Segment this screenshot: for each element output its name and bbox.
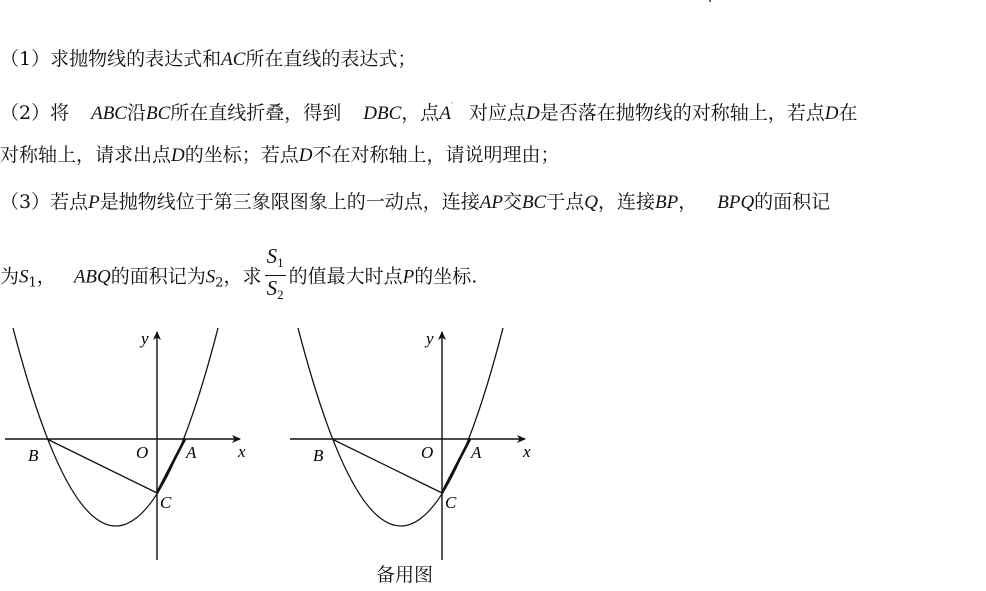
segment-ac	[157, 439, 185, 493]
q1-text-a: （1）求抛物线的表达式和	[0, 48, 222, 70]
q3-bpq: BPQ	[717, 192, 755, 213]
parabola-figure-right	[285, 322, 545, 562]
label-y: y	[426, 329, 434, 348]
q3-text-f: ，	[678, 191, 698, 213]
question-1	[0, 46, 416, 73]
q2-text-e: 对应点	[468, 102, 526, 124]
q3-l2-text-b: ，	[36, 265, 56, 288]
q2-point-d-4: D	[298, 145, 313, 166]
q3-s2-subscript: 2	[215, 275, 224, 291]
q3-l2-text-e: 的值最大时点	[288, 265, 403, 288]
s1-over-s2-fraction	[265, 244, 286, 307]
label-b: B	[313, 446, 324, 465]
q2-text-g: 在	[838, 102, 858, 124]
label-b: B	[28, 446, 39, 465]
q3-text-a: （3）若点	[0, 191, 89, 213]
q3-point-p: P	[88, 192, 100, 213]
label-o: O	[421, 443, 434, 462]
q3-abq: ABQ	[73, 266, 111, 288]
q3-text-d: 于点	[546, 191, 585, 213]
q3-bp: BP	[655, 192, 679, 213]
label-x: x	[523, 442, 531, 461]
label-c: C	[160, 493, 172, 512]
label-a: A	[186, 443, 197, 462]
q2-l2-text-c: 不在对称轴上，请说明理由；	[312, 144, 560, 166]
fraction-numerator: S	[266, 244, 278, 268]
figure-caption: 备用图	[376, 564, 434, 586]
q2-text-f: 是否落在抛物线的对称轴上，若点	[539, 102, 825, 124]
q3-text-g: 的面积记	[754, 191, 831, 213]
q3-ap: AP	[479, 192, 503, 213]
q2-l2-text-b: 的坐标；若点	[184, 144, 299, 166]
q1-text-b: 所在直线的表达式；	[245, 48, 417, 70]
q3-l2-text-c: 的面积记为	[110, 265, 206, 288]
parabola-figure-left	[0, 322, 260, 562]
q3-l2-text-d: ，求	[223, 265, 262, 288]
q2-point-a: A	[439, 103, 451, 124]
question-2-line-1	[0, 94, 857, 127]
label-o: O	[136, 443, 149, 462]
fraction-denominator-subscript: 2	[277, 287, 284, 302]
parabola-curve	[298, 328, 503, 526]
q2-point-d-3: D	[171, 145, 185, 166]
question-2-line-2	[0, 142, 560, 169]
q2-point-d-2: D	[824, 103, 839, 124]
q3-l2-text-a: 为	[0, 265, 20, 288]
q2-text-c: 所在直线折叠，得到	[170, 102, 342, 124]
label-c: C	[445, 493, 457, 512]
q2-text-b: 沿	[126, 102, 146, 124]
q2-text-d: ，点	[401, 102, 440, 124]
question-3-line-2	[0, 246, 477, 312]
q2-l2-text-a: 对称轴上，请求出点	[0, 144, 172, 166]
q3-bc: BC	[521, 192, 547, 213]
q3-s1: S	[19, 266, 29, 288]
q3-point-q: Q	[584, 192, 598, 213]
q2-abc: ABC	[91, 103, 127, 124]
fraction-denominator: S	[266, 276, 278, 300]
label-x: x	[238, 442, 246, 461]
parabola-curve	[13, 328, 218, 526]
segment-ac	[442, 439, 470, 493]
fraction-numerator-subscript: 1	[277, 255, 284, 270]
q3-text-c: 交	[502, 191, 522, 213]
q2-text-a: （2）将	[0, 102, 70, 124]
q1-ac: AC	[221, 49, 246, 70]
q3-text-b: 是抛物线位于第三象限图象上的一动点，连接	[99, 191, 480, 213]
q2-dbc: DBC	[363, 103, 402, 124]
q2-prime-mark: ′	[450, 102, 453, 112]
q3-l2-text-f: 的坐标.	[414, 265, 478, 288]
q3-s1-subscript: 1	[28, 275, 37, 291]
q2-bc: BC	[146, 103, 171, 124]
q3-text-e: ，连接	[597, 191, 655, 213]
question-3-line-1	[0, 189, 830, 216]
q3-point-p-2: P	[402, 266, 415, 288]
label-a: A	[471, 443, 482, 462]
stray-dot	[709, 0, 711, 2]
q2-point-d: D	[525, 103, 540, 124]
q3-s2: S	[205, 266, 216, 288]
label-y: y	[141, 329, 149, 348]
